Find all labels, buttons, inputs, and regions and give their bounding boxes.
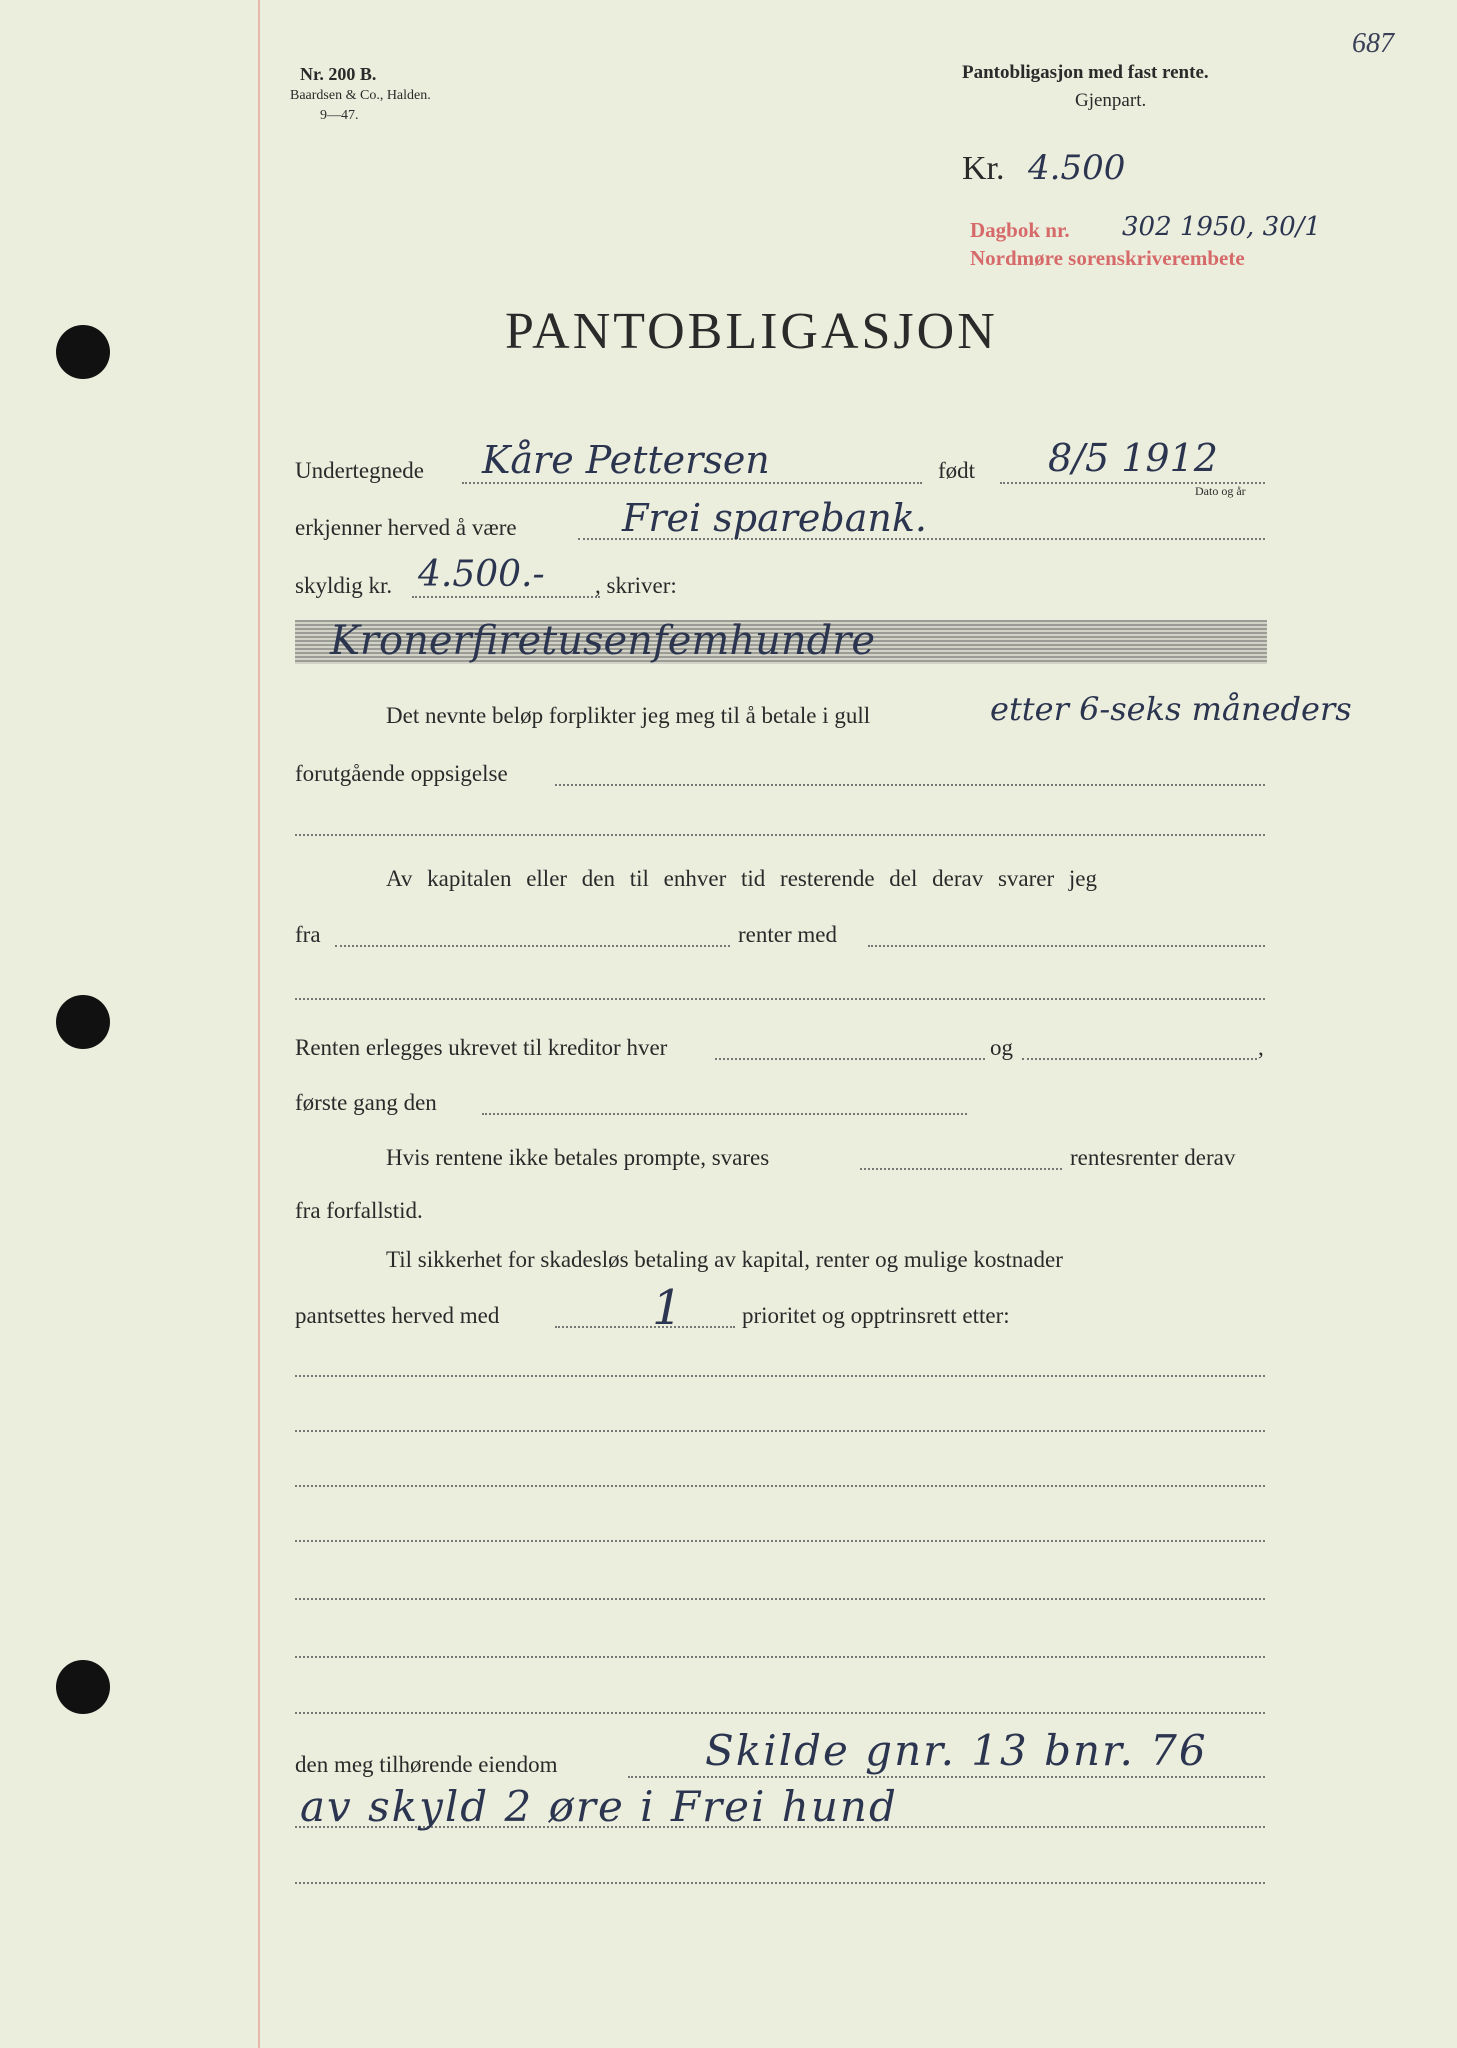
punch-hole [56,325,110,379]
born-label: født [938,458,976,483]
dotted-line [295,1375,1265,1377]
date-caption: Dato og år [1195,484,1246,498]
interest-paid-label: Renten erlegges ukrevet til kreditor hver [295,1035,668,1060]
stamp-journal-prefix: Dagbok nr. [970,218,1070,242]
dotted-line [295,1485,1265,1487]
margin-line [258,0,260,2048]
priority-label: prioritet og opptrinsrett etter: [742,1303,1010,1328]
dotted-line [555,1326,735,1328]
punch-hole [56,995,110,1049]
pay-hand: etter 6-seks måneders [990,690,1352,728]
dotted-line [482,1113,967,1115]
dotted-line [628,1776,1265,1778]
security-text: Til sikkerhet for skadesløs betaling av kapital, renter og mulige kostnader [386,1247,1063,1272]
creditor-value: Frei sparebank. [622,496,927,540]
dotted-line [295,1882,1265,1884]
copy-label: Gjenpart. [1075,90,1147,111]
pay-text: Det nevnte beløp forplikter jeg meg til å betale i gull [386,703,871,728]
default-suffix: rentesrenter derav [1070,1145,1236,1170]
amount-words: Kronerfiretusenfemhundre [330,618,875,664]
printer-name: Baardsen & Co., Halden. [290,88,431,103]
dotted-line [295,834,1265,836]
form-type: Pantobligasjon med fast rente. [962,62,1209,83]
print-date: 9—47. [320,108,359,123]
document-title: PANTOBLIGASJON [505,303,998,360]
page-number: 687 [1352,28,1394,59]
amount-label: Kr. [962,150,1005,187]
owing-value: 4.500.- [418,554,545,595]
undersigned-value: Kåre Pettersen [482,438,770,482]
dotted-line [295,1540,1265,1542]
dotted-line [555,784,1265,786]
property-value-line2: av skyld 2 øre i Frei hund [300,1782,898,1831]
writes-label: , skriver: [595,573,677,598]
default-text: Hvis rentene ikke betales prompte, svares [386,1145,770,1170]
priority-value: 1 [652,1280,683,1336]
dotted-line [462,482,922,484]
dotted-line [295,998,1265,1000]
interest-label: renter med [738,922,837,947]
amount-value: 4.500 [1028,148,1126,188]
and-label: og [990,1035,1013,1060]
first-time-label: første gang den [295,1090,437,1115]
due-label: fra forfallstid. [295,1198,423,1223]
dotted-line [860,1168,1062,1170]
dotted-line [295,1712,1265,1714]
stamp-journal-value: 302 1950, 30/1 [1122,212,1321,242]
dotted-line [715,1058,985,1060]
capital-text: Av kapitalen eller den til enhver tid resterende del derav svarer jeg [386,866,1097,891]
born-value: 8/5 1912 [1048,436,1218,480]
punch-hole [56,1660,110,1714]
owing-label: skyldig kr. [295,573,393,598]
from-label: fra [295,922,321,947]
undersigned-label: Undertegnede [295,458,424,483]
property-label: den meg tilhørende eiendom [295,1752,558,1777]
form-number: Nr. 200 B. [300,64,377,84]
dotted-line [295,1656,1265,1658]
dotted-line [295,1430,1265,1432]
dotted-line [868,945,1265,947]
comma: , [1258,1035,1264,1060]
dotted-line [335,945,730,947]
dotted-line [412,596,600,598]
acknowledge-label: erkjenner herved å være [295,515,517,540]
stamp-court: Nordmøre sorenskriverembete [970,246,1245,270]
pledged-label: pantsettes herved med [295,1303,500,1328]
dotted-line [295,1598,1265,1600]
notice-label: forutgående oppsigelse [295,761,508,786]
dotted-line [1022,1058,1257,1060]
property-value: Skilde gnr. 13 bnr. 76 [705,1726,1208,1775]
